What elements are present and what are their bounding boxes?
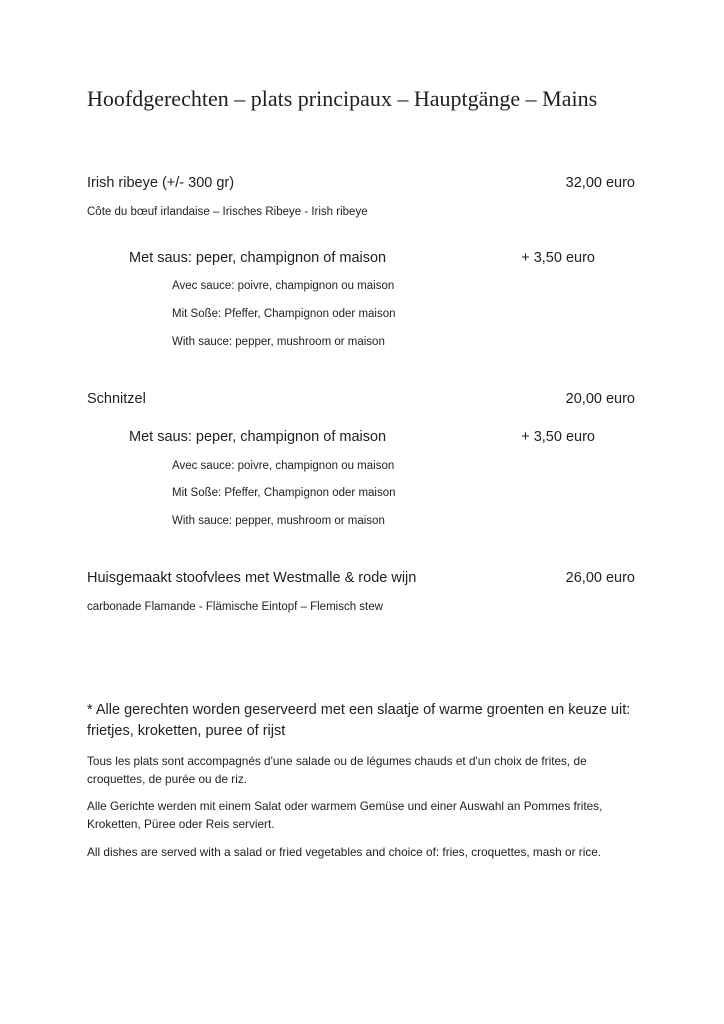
footnote-fr: Tous les plats sont accompagnés d'une salade ou de légumes chauds et d'un choix de frites, de croquettes, de purée ou de riz. xyxy=(87,754,587,786)
sauce-price: + 3,50 euro xyxy=(521,429,595,445)
footnote-de: Alle Gerichte werden mit einem Salat oder warmem Gemüse und einer Auswahl an Pommes frites, Kroketten, Püree oder Reis serviert. xyxy=(87,799,603,831)
dish-translation: Côte du bœuf irlandaise – Irisches Ribeye - Irish ribeye xyxy=(87,206,368,218)
sauce-translation-en: With sauce: pepper, mushroom or maison xyxy=(172,336,385,348)
sauce-option: Met saus: peper, champignon of maison xyxy=(129,250,387,266)
footnote-en: All dishes are served with a salad or fried vegetables and choice of: fries, croquettes, mash or rice. xyxy=(87,845,602,859)
dish-name: Schnitzel xyxy=(87,391,146,407)
dish-name: Huisgemaakt stoofvlees met Westmalle & rode wijn xyxy=(87,570,417,586)
dish-name: Irish ribeye (+/- 300 gr) xyxy=(87,175,235,191)
sauce-translation-en: With sauce: pepper, mushroom or maison xyxy=(172,515,385,527)
dish-price: 32,00 euro xyxy=(565,175,635,191)
footnote-nl: * Alle gerechten worden geserveerd met een slaatje of warme groenten en keuze uit: frietjes, kroketten, puree of rijst xyxy=(87,702,631,739)
sauce-translation-de: Mit Soße: Pfeffer, Champignon oder maison xyxy=(172,308,396,320)
sauce-translation-fr: Avec sauce: poivre, champignon ou maison xyxy=(172,280,395,292)
page-title: Hoofdgerechten – plats principaux – Hauptgänge – Mains xyxy=(87,86,598,111)
sauce-price: + 3,50 euro xyxy=(521,250,595,266)
sauce-translation-de: Mit Soße: Pfeffer, Champignon oder maison xyxy=(172,487,396,499)
dish-translation: carbonade Flamande - Flämische Eintopf – Flemisch stew xyxy=(87,601,383,613)
sauce-translation-fr: Avec sauce: poivre, champignon ou maison xyxy=(172,460,395,472)
sauce-option: Met saus: peper, champignon of maison xyxy=(129,429,387,445)
dish-price: 26,00 euro xyxy=(565,570,635,586)
dish-price: 20,00 euro xyxy=(565,391,635,407)
